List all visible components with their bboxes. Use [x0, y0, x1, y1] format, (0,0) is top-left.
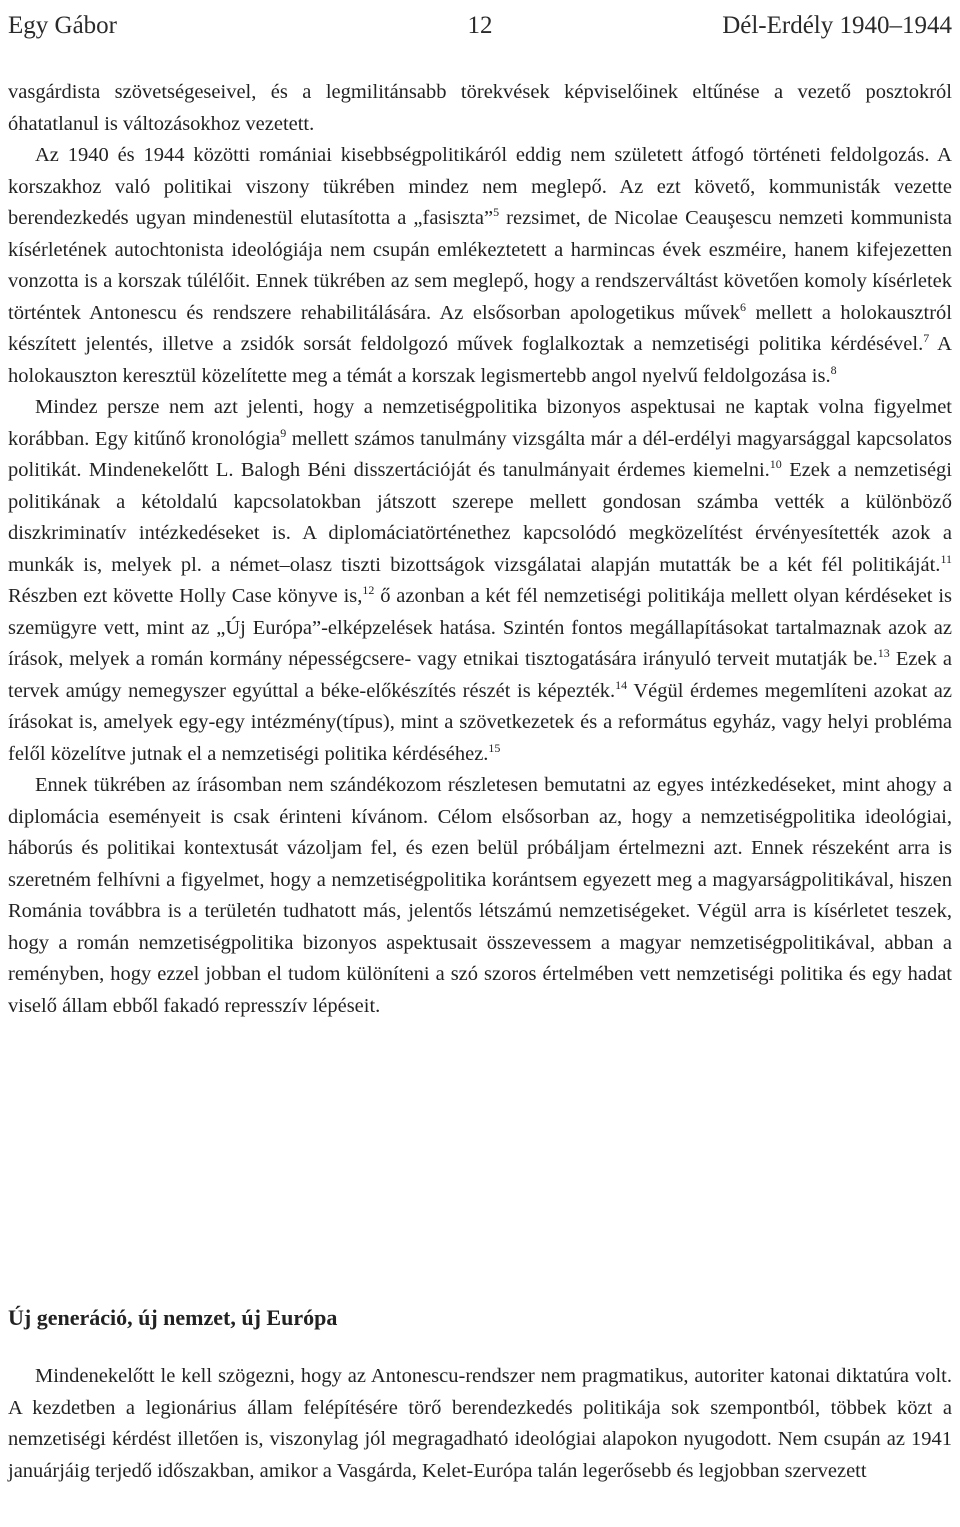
footnote-reference: 10 — [769, 457, 782, 471]
paragraph-text: rezsimet, de Nicolae Ceauşescu nemzeti kommunista kísérletének autochtonista ideológiája nem csupán emlékeztetett a harmincas évek eszméire, hanem kifejezetten vonzotta is a korszak túlélőit. Ennek tükrében az sem meglepő, hogy a rendszerváltást követően komoly kísérletek történtek Antonescu és rendszere rehabilitálására. Az elsősorban apologetikus művek — [8, 207, 953, 324]
header-book-title: Dél-Erdély 1940–1944 — [722, 12, 952, 39]
section-paragraph: Mindenekelőtt le kell szögezni, hogy az Antonescu-rendszer nem pragmatikus, autoriter katonai diktatúra volt. A kezdetben a legionárius állam felépítésére törő berendezkedés politikája sok szempontból, többek közt a nemzetiségi kérdést illetően is, viszonylag jól megragadható ideológiai alapokon nyugodott. Nem csupán az 1941 januárjáig terjedő időszakban, amikor a Vasgárda, Kelet-Európa talán legerősebb és legjobban szervezett — [8, 1365, 952, 1482]
paragraph — [8, 77, 952, 140]
paragraph-text: Végül érdemes megemlíteni azokat az írásokat is, amelyek egy-egy intézmény(típus), mint a szövetkezetek és a református egyház, vagy helyi probléma felől közelítve jutnak el a nemzetiségi politika kérdéséhez. — [8, 679, 952, 765]
paragraph-text: Ennek tükrében az írásomban nem szándékozom részletesen bemutatni az egyes intézkedéseket, mint ahogy a diplomácia eseményeit is csak érinteni kívánom. Célom elsősorban az, hogy a nemzetiségpolitika ideológiai, háborús és politikai kontextusát vázoljam fel, és ezen belül próbáljam értelmezni azt. Ennek részeként arra is szeretném felhívni a figyelmet, hogy a nemzetiségpolitika korántsem egyezett meg a magyarságpolitikával, hiszen Románia továbbra is a területén tudhatott más, jelentős létszámú nemzetiségeket. Végül arra is kísérletet teszek, hogy a román nemzetiségpolitika bizonyos aspektusait összevessem a magyar nemzetiségpolitikával, abban a reményben, hogy ezzel jobban el tudom különíteni a szó szoros értelmében vett nemzetiségi politika és egy hadat viselő állam ebből fakadó represszív lépéseit. — [8, 774, 952, 1017]
footnote-reference: 15 — [488, 740, 501, 755]
footnote-reference: 5 — [493, 205, 500, 219]
footnote-reference: 6 — [740, 299, 746, 314]
footnote-reference: 7 — [923, 331, 930, 345]
footnote-reference: 11 — [940, 551, 952, 566]
paragraph-text: Részben ezt követte Holly Case könyve is, — [8, 585, 363, 607]
paragraph — [8, 392, 952, 770]
paragraph-text: Ezek a tervek amúgy nemegyszer egyúttal a béke-előkészítés részét is képezték. — [8, 648, 952, 702]
section-text-block — [8, 1361, 952, 1487]
paragraph — [8, 770, 952, 1022]
running-header — [8, 8, 952, 44]
paragraph-text: mellett a holokausztról készített jelentés, illetve a zsidók sorsát feldolgozó művek foglalkoztak a nemzetiségi politika kérdésével. — [8, 301, 952, 355]
paragraph-text: ő azonban a két fél nemzetiségi politikája mellett olyan kérdéseket is szemügyre vett, mint az „Új Európa”-elképzelések hatása. Szintén fontos megállapításokat tartalmaznak azok az írások, melyek a román kormány népességcsere- vagy etnikai tisztogatására irányuló terveit mutatják be. — [8, 585, 953, 670]
paragraph-text: A holokauszton keresztül közelítette meg a témát a korszak legismertebb angol nyelvű feldolgozása is. — [8, 333, 952, 387]
paragraph — [8, 140, 952, 392]
header-author: Egy Gábor — [8, 12, 117, 39]
paragraph-text: Az 1940 és 1944 közötti romániai kisebbségpolitikáról eddig nem született átfogó történeti feldolgozás. A korszakhoz való politikai viszony tükrében mindez nem meglepő. Az ezt követő, kommunisták vezette berendezkedés ugyan mindenestül elutasította a „fasiszta” — [8, 144, 952, 229]
paragraph-text: Mindez persze nem azt jelenti, hogy a nemzetiségpolitika bizonyos aspektusai ne kaptak volna figyelmet korábban. Egy kitűnő kronológia — [8, 396, 952, 450]
footnote-reference: 12 — [362, 583, 375, 597]
paragraph-text: mellett számos tanulmány vizsgálta már a dél-erdélyi magyarsággal kapcsolatos politikát. Mindenekelőtt L. Balogh Béni disszertációját és tanulmányait érdemes kiemelni. — [8, 427, 952, 481]
footnote-reference: 8 — [830, 362, 837, 377]
section-heading: Új generáció, új nemzet, új Európa — [8, 1305, 338, 1330]
footnote-reference: 13 — [877, 646, 890, 660]
paragraph-text: Ezek a nemzetiségi politikának a kétoldalú kapcsolatokban játszott szerepe mellett gondosan számba vették a különböző diszkriminatív intézkedéseket is. A diplomáciatörténethez kapcsolódó megközelítést érvényesítették azok a munkák is, melyek pl. a német–olasz tiszti bizottságok vizsgálatai alapján mutatták be a két fél politikáját. — [8, 459, 952, 576]
paragraph-text: vasgárdista szövetségeseivel, és a legmilitánsabb törekvések képviselőinek eltűnése a vezető posztokról óhatatlanul is változásokhoz vezetett. — [8, 81, 952, 135]
main-text-block — [8, 77, 952, 1022]
footnote-reference: 14 — [615, 677, 628, 692]
footnote-reference: 9 — [280, 425, 287, 440]
header-page-number: 12 — [467, 12, 493, 39]
